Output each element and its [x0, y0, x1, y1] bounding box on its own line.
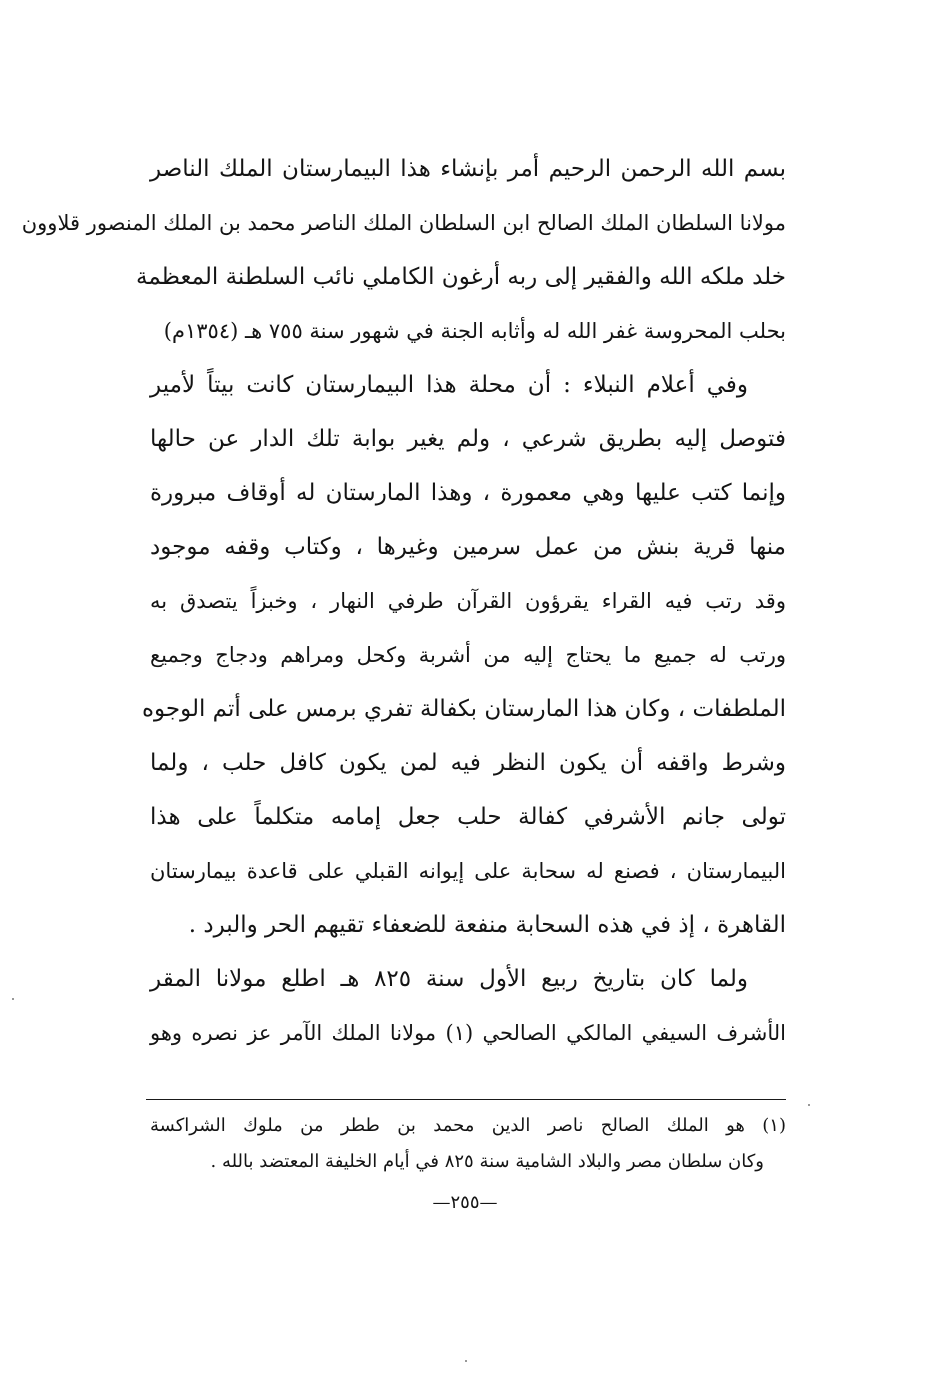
- body-line-13: تولى جانم الأشرفي كفالة حلب جعل إمامه متكلماً على هذا: [150, 804, 786, 830]
- footnote-line-2: وكان سلطان مصر والبلاد الشامية سنة ٨٢٥ في أيام الخليفة المعتضد بالله .: [210, 1151, 764, 1172]
- body-line-15: القاهرة ، إذ في هذه السحابة منفعة للضعفاء تقيهم الحر والبرد .: [188, 912, 786, 938]
- body-line-11: الملطفات ، وكان هذا المارستان بكفالة تفري برمس على أتم الوجوه: [141, 696, 786, 722]
- body-line-7: وإنما كتب عليها وهي معمورة ، وهذا المارستان له أوقاف مبرورة: [150, 480, 786, 506]
- scan-speck: [808, 1104, 810, 1106]
- body-line-9: وقد رتب فيه القراء يقرؤون القرآن طرفي النهار ، وخبزاً يتصدق به: [150, 589, 786, 613]
- scan-speck: [465, 1360, 467, 1362]
- body-line-12: وشرط واقفه أن يكون النظر فيه لمن يكون كافل حلب ، ولما: [150, 750, 786, 776]
- body-line-6: فتوصل إليه بطريق شرعي ، ولم يغير بوابة تلك الدار عن حالها: [150, 426, 786, 452]
- body-line-2: مولانا السلطان الملك الصالح ابن السلطان الملك الناصر محمد بن الملك المنصور قلاوون: [21, 211, 786, 235]
- body-line-5: وفي أعلام النبلاء : أن محلة هذا البيمارستان كانت بيتاً لأمير: [150, 372, 748, 398]
- body-line-4: بحلب المحروسة غفر الله له وأثابه الجنة في شهور سنة ٧٥٥ هـ (١٣٥٤م): [163, 319, 786, 343]
- body-line-8: منها قرية بنش من عمل سرمين وغيرها ، وكتاب وقفه موجود: [150, 534, 786, 560]
- footnote-divider: [146, 1099, 786, 1100]
- body-text: [21, 142, 786, 1060]
- body-line-10: ورتب له جميع ما يحتاج إليه من أشربة وكحل ومراهم ودجاج وجميع: [150, 643, 786, 667]
- scan-speck: [12, 998, 14, 1000]
- footnote-line-1: (١) هو الملك الصالح ناصر الدين محمد بن ططر من ملوك الشراكسة: [150, 1115, 786, 1136]
- body-line-1: بسم الله الرحمن الرحيم أمر بإنشاء هذا البيمارستان الملك الناصر: [150, 156, 786, 182]
- body-line-16: ولما كان بتاريخ ربيع الأول سنة ٨٢٥ هـ اطلع مولانا المقر: [150, 966, 748, 992]
- body-line-17: الأشرف السيفي المالكي الصالحي (١) مولانا الملك الآمر عز نصره وهو: [150, 1021, 786, 1045]
- page-number: —٢٥٥—: [432, 1192, 498, 1213]
- body-line-14: البيمارستان ، فصنع له سحابة على إيوانه القبلي على قاعدة بيمارستان: [150, 859, 786, 883]
- body-line-3: خلد ملكه الله والفقير إلى ربه أرغون الكاملي نائب السلطنة المعظمة: [136, 264, 786, 290]
- footnotes: [150, 1108, 786, 1180]
